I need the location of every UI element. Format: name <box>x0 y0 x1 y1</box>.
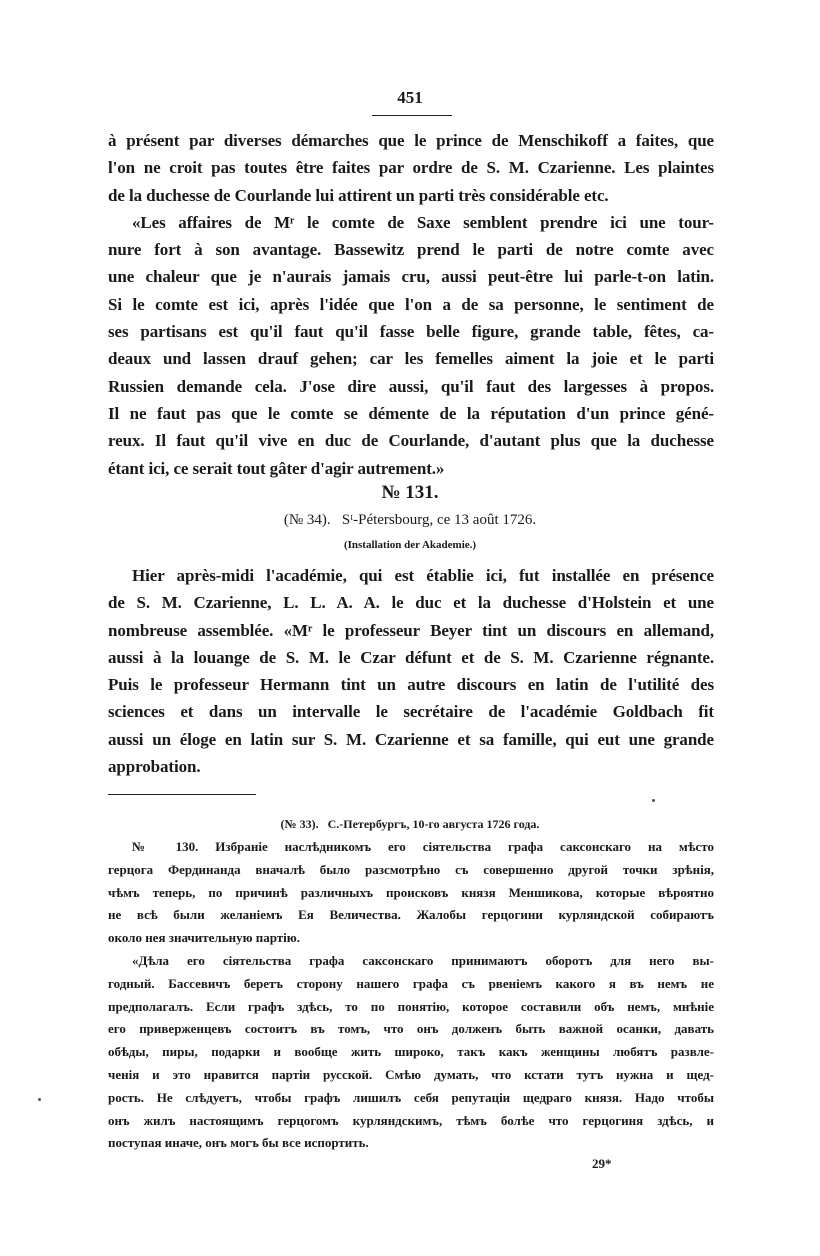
document-131-dateline: (№ 34). Sᵗ-Pétersbourg, ce 13 août 1726. <box>283 512 537 528</box>
text-line: nombreuse assemblée. «Mʳ le professeur Beyer tint un discours en allemand, <box>108 620 714 640</box>
document-131-body <box>108 562 714 780</box>
text-line: № 130. Избраніе наслѣдникомъ его сіятельства графа саксонскаго на мѣсто <box>132 839 714 854</box>
russian-dateline: (№ 33). С.-Петербургъ, 10-го августа 1726 года. <box>280 817 540 831</box>
text-line: Il ne faut pas que le comte se démente de la réputation d'un prince géné- <box>108 403 714 423</box>
text-line: не всѣ были желаніемъ Ея Величества. Жалобы герцогини курляндской собираютъ <box>108 907 714 923</box>
text-line: une chaleur que je n'aurais jamais cru, aussi peut-être lui parle-t-on latin. <box>108 267 714 287</box>
text-line: ченія и это нравится партіи русской. Смѣю думать, что кстати тутъ нужна и щед- <box>108 1066 714 1082</box>
text-line: aussi un éloge en latin sur S. M. Czarienne et sa famille, qui eut une grande <box>108 729 714 749</box>
text-line: «Дѣла его сіятельства графа саксонскаго принимаютъ оборотъ для него вы- <box>132 952 714 968</box>
footnote-rule <box>108 794 256 795</box>
scan-speck <box>652 799 655 802</box>
text-line: aussi à la louange de S. M. le Czar défunt et de S. M. Czarienne régnante. <box>108 647 714 667</box>
text-line: Hier après-midi l'académie, qui est établie ici, fut installée en présence <box>132 566 714 585</box>
text-line: чѣмъ теперь, по причинѣ различныхъ происковъ князя Меншикова, которые вѣроятно <box>108 884 714 900</box>
text-line: годный. Бассевичъ беретъ сторону нашего графа съ рвеніемъ какого я въ немъ не <box>108 975 714 991</box>
text-line: à présent par diverses démarches que le prince de Menschikoff a faites, que <box>108 131 714 150</box>
text-line: nure fort à son avantage. Bassewitz prend le parti de notre comte avec <box>108 240 714 260</box>
text-line: de S. M. Czarienne, L. L. A. A. le duc et la duchesse d'Holstein et une <box>108 593 714 613</box>
text-line: Russien demande cela. J'ose dire aussi, qu'il faut des largesses à propos. <box>108 376 714 396</box>
document-131-heading: № 131. <box>381 482 439 503</box>
text-line: ses partisans est qu'il faut qu'il fasse belle figure, grande table, fêtes, ca- <box>108 322 714 342</box>
text-line: рость. Не слѣдуетъ, чтобы графъ лишилъ себя репутаціи щедраго князя. Надо чтобы <box>108 1089 714 1105</box>
text-line: sciences et dans un intervalle le secrétaire de l'académie Goldbach fit <box>108 702 714 722</box>
text-line: поступая иначе, онъ могъ бы все испортить. <box>108 1135 369 1151</box>
text-line: герцога Фердинанда вначалѣ было разсмотрѣно съ совершенно другой точки зрѣнія, <box>108 861 714 877</box>
document-131-subtitle: (Installation der Akademie.) <box>343 539 477 551</box>
french-text-continued <box>108 127 714 482</box>
text-line: предполагалъ. Если графъ здѣсь, то по понятію, которое составили объ немъ, мнѣніе <box>108 998 714 1014</box>
text-line: deaux und lassen drauf gehen; car les femelles aiment la joie et le parti <box>108 349 714 369</box>
text-line: de la duchesse de Courlande lui attirent un parti très considérable etc. <box>108 185 609 205</box>
text-line: обѣды, пиры, подарки и вообще жить широко, такъ какъ женщины любятъ развле- <box>108 1044 714 1060</box>
text-line: approbation. <box>108 757 201 777</box>
page-number-rule <box>372 115 452 116</box>
text-line: около нея значительную партію. <box>108 930 300 946</box>
russian-translation <box>108 836 714 1155</box>
text-line: étant ici, ce serait tout gâter d'agir autrement.» <box>108 458 445 478</box>
text-line: l'on ne croit pas toutes être faites par ordre de S. M. Czarienne. Les plaintes <box>108 158 714 178</box>
text-line: Puis le professeur Hermann tint un autre discours en latin de l'utilité des <box>108 675 714 695</box>
page-number: 451 <box>397 88 423 107</box>
text-line: reux. Il faut qu'il vive en duc de Courlande, d'autant plus que la duchesse <box>108 431 714 451</box>
text-line: онъ жилъ настоящимъ герцогомъ курляндскимъ, тѣмъ болѣе что герцогиня здѣсь, и <box>108 1112 714 1128</box>
signature-mark: 29* <box>592 1156 612 1171</box>
text-line: Si le comte est ici, après l'idée que l'on a de sa personne, le sentiment de <box>108 294 714 314</box>
text-line: «Les affaires de Mʳ le comte de Saxe semblent prendre ici une tour- <box>132 212 714 232</box>
scan-speck <box>38 1098 41 1101</box>
text-line: его приверженцевъ состоитъ въ томъ, что онъ долженъ быть важной осанки, давать <box>108 1021 714 1037</box>
